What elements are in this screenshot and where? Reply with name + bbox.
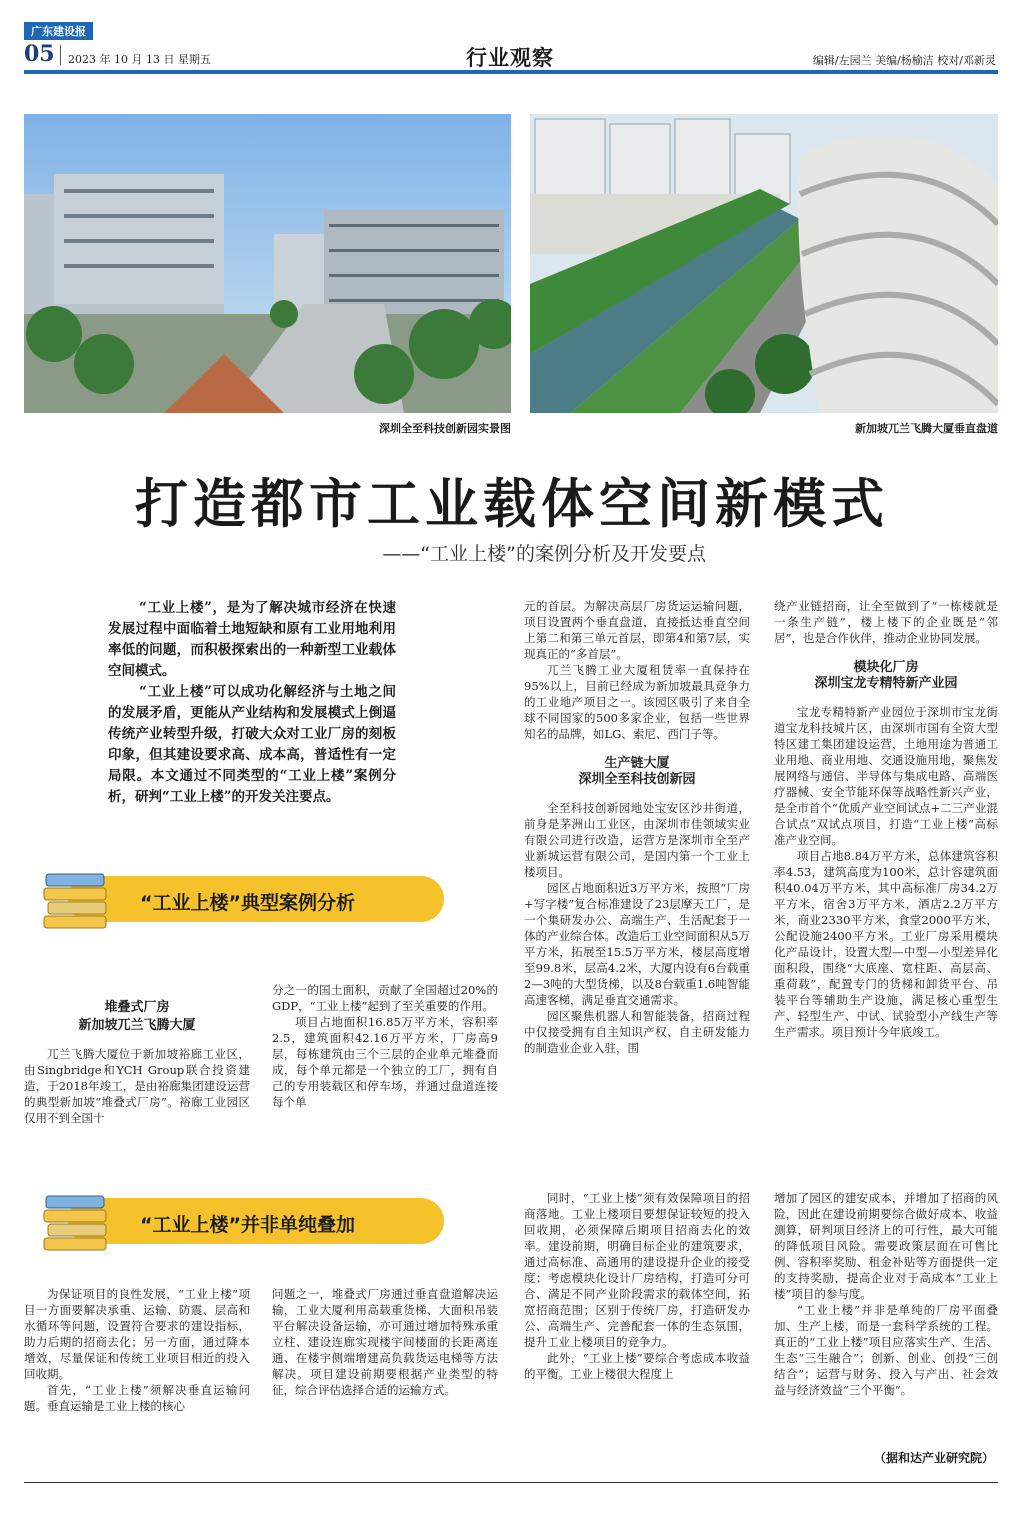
- photo-caption: 新加坡兀兰飞腾大厦垂直盘道: [855, 422, 998, 435]
- section-banner: [40, 1190, 444, 1246]
- article-column: [24, 1046, 250, 1126]
- paragraph: 兀兰飞腾工业大厦租赁率一直保持在95%以上，目前已经成为新加坡最具竞争力的工业地产项目之一。该园区吸引了来自全球不同国家的500多家企业，包括一些世界知名的品牌，如LG、索尼、西门子等。: [524, 663, 750, 741]
- paragraph: 项目占地8.84万平方米，总体建筑容积率4.53，建筑高度为100米，总计容建筑面积40.04万平方米，其中高标准厂房34.2万平方米，宿舍3万平方米，酒店2.2万平方米，商业2330平方米，食堂2000平方米，公配设施2400平方米。工业厂房采用模块化产品设计，设置大型—中型—小型差异化面积段，围绕“大底座、宽柱距、高层高、重荷载”，配置专门的货梯和卸货平台、吊装平台等辅助生产设施，满足核心重型生产、轻型生产、中试、试验型小产线生产等生产需求。项目预计今年底竣工。: [774, 849, 998, 1039]
- paragraph: 宝龙专精特新产业园位于深圳市宝龙街道宝龙科技城片区，由深圳市国有全资大型特区建工集团建设运营，土地用途为普通工业用地、商业用地、交通设施用地，聚焦发展网络与通信、半导体与集成电路、高端医疗器械、安全节能环保等战略性新兴产业，是全市首个“优质产业空间试点+二三产业混合试点”双试点项目，打造“工业上楼”高标准产业空间。: [774, 705, 998, 847]
- issue-date: 2023 年 10 月 13 日 星期五: [68, 53, 211, 66]
- case-kicker: 堆叠式厂房: [104, 1000, 170, 1015]
- article-column: [524, 598, 750, 1056]
- books-icon: [40, 1190, 114, 1256]
- paragraph: 元的首层。为解决高层厂房货运运输问题，项目设置两个垂直盘道，直接抵达垂直空间上第二和第三单元首层，即第4和第7层，实现真正的“多首层”。: [524, 599, 750, 661]
- headline: 打造都市工业载体空间新模式: [135, 473, 889, 535]
- paragraph: 为保证项目的良性发展，“工业上楼”项目一方面要解决承重、运输、防震、层高和水循环等问题，设置符合要求的建设指标，助力后期的招商去化；另一方面，通过降本增效，尽量保证和传统工业项目相近的投入回收期。: [24, 1287, 250, 1381]
- paragraph: 园区聚焦机器人和智能装备，招商过程中仅接受拥有自主知识产权、自主研发能力的制造业企业入驻，围: [524, 1009, 750, 1055]
- books-icon: [40, 868, 114, 934]
- paragraph: 首先，“工业上楼”须解决垂直运输问题。垂直运输是工业上楼的核心: [24, 1383, 250, 1413]
- article-column: [774, 1190, 998, 1398]
- intro-paragraph: “工业上楼”，是为了解决城市经济在快速发展过程中面临着土地短缺和原有工业用地利用率低的问题，而积极探索出的一种新型工业载体空间模式。: [108, 600, 396, 679]
- intro-lead: [108, 598, 396, 808]
- case-kicker: 生产链大厦: [604, 756, 670, 771]
- paragraph: 此外，“工业上楼”要综合考虑成本收益的平衡。工业上楼很大程度上: [524, 1351, 750, 1381]
- banner-label: “工业上楼”典型案例分析: [140, 892, 355, 914]
- paragraph: 增加了园区的建安成本，并增加了招商的风险，因此在建设前期要综合做好成本、收益测算，研判项目经济上的可行性，最大可能的降低项目风险。需要政策层面在可售比例、容积率奖励、租金补贴等方面提供一定的支持奖励，提高企业对于高成本“工业上楼”项目的参与度。: [774, 1191, 998, 1301]
- photo-caption: 深圳全至科技创新园实景图: [379, 422, 511, 435]
- intro-paragraph: “工业上楼”可以成功化解经济与土地之间的发展矛盾，更能从产业结构和发展模式上倒逼传统产业转型升级，打破大众对工业厂房的刻板印象，但其建设要求高、成本高，普适性有一定局限。本文通过不同类型的“工业上楼”案例分析，研判“工业上楼”的开发关注要点。: [108, 684, 396, 805]
- masthead: 广东建设报: [24, 22, 93, 40]
- case-title: 深圳全至科技创新园: [578, 772, 696, 787]
- banner-label: “工业上楼”并非单纯叠加: [140, 1214, 355, 1236]
- divider: [60, 45, 61, 65]
- case-title: 深圳宝龙专精特新产业园: [814, 676, 958, 691]
- subheadline: ——“工业上楼”的案例分析及开发要点: [382, 543, 706, 565]
- article-column: [774, 598, 998, 1040]
- paragraph: 项目占地面积16.85万平方米，容积率2.5，建筑面积42.16万平方米，厂房高9层，每栋建筑由三个三层的企业单元堆叠而成，每个单元都是一个独立的工厂，拥有自己的专用装载区和停车场，并通过盘道连接每个单: [272, 1015, 498, 1109]
- section-banner: [40, 868, 444, 924]
- case-kicker: 模块化厂房: [853, 660, 919, 675]
- paragraph: 园区占地面积近3万平方米，按照“厂房+写字楼”复合标准建设了23层摩天工厂，是一个集研发办公、高端生产、生活配套于一体的产业综合体。改造后工业空间面积从5万平方米，拓展至15.5万平方米，楼层高度增至99.8米，层高4.2米，大厦内设有6台载重2—3吨的大型货梯，以及8台载重1.6吨智能高速客梯，满足垂直交通需求。: [524, 881, 750, 1007]
- paragraph: 全至科技创新园地处宝安区沙井街道，前身是茅洲山工业区，由深圳市佳领域实业有限公司进行改造，运营方是深圳市全至产业新城运营有限公司，是国内第一个工业上楼项目。: [524, 801, 750, 879]
- footer-rule: [24, 1482, 998, 1483]
- paragraph: 问题之一，堆叠式厂房通过垂直盘道解决运输，工业大厦利用高载重货梯、大面积吊装平台解决设备运输，亦可通过增加特殊承重立柱、建设连廊实现楼宇间楼面的长距离连通、在楼宇侧端增建高负载货运电梯等方法解决。项目建设前期要根据产业类型的特征，综合评估选择合适的运输方式。: [272, 1287, 498, 1397]
- article-column: [24, 1286, 250, 1414]
- editor-credits: 编辑/左园兰 美编/杨榆洁 校对/邓新灵: [812, 54, 996, 67]
- article-column: [272, 1286, 498, 1398]
- case-title: 新加坡兀兰飞腾大厦: [78, 1018, 196, 1033]
- article-column: [524, 1190, 750, 1382]
- section-title: 行业观察: [466, 46, 554, 70]
- paragraph: 分之一的国土面积，贡献了全国超过20%的GDP，“工业上楼”起到了至关重要的作用。: [272, 983, 498, 1013]
- article-column: [272, 982, 498, 1110]
- page-number: 05: [24, 41, 55, 67]
- paragraph: 兀兰飞腾大厦位于新加坡裕廊工业区，由Singbridge和YCH Group联合投资建造，于2018年竣工，是由裕廊集团建设运营的典型新加坡“堆叠式厂房”。裕廊工业园区仅用不到全国十: [24, 1047, 250, 1125]
- header-rule: [24, 70, 998, 74]
- photo-singapore-ramp: [530, 114, 998, 413]
- photo-shenzhen-park: [24, 114, 511, 413]
- paragraph: 同时，“工业上楼”须有效保障项目的招商落地。工业上楼项目要想保证较短的投入回收期，必须保障后期项目招商去化的效率。建设前期，明确目标企业的建筑要求，通过高标准、高通用的建设提升企业的接受度；考虑模块化设计厂房结构，打造可分可合、满足不同产业阶段需求的载体空间，拓宽招商范围；区别于传统厂房，打造研发办公、高端生产、完善配套一体的生态氛围，提升工业上楼项目的竞争力。: [524, 1191, 750, 1349]
- source-signature: （据和达产业研究院）: [873, 1451, 994, 1465]
- paragraph: 绕产业链招商，让全至做到了“一栋楼就是一条生产链”，楼上楼下的企业既是“邻居”，也是合作伙伴，推动企业协同发展。: [774, 599, 998, 645]
- paragraph: “工业上楼”并非是单纯的厂房平面叠加、生产上楼，而是一套科学系统的工程。真正的“工业上楼”项目应落实生产、生活、生态“三生融合”；创新、创业、创投“三创结合”；运营与财务、投入与产出、社会效益与经济效益“三个平衡”。: [774, 1303, 998, 1397]
